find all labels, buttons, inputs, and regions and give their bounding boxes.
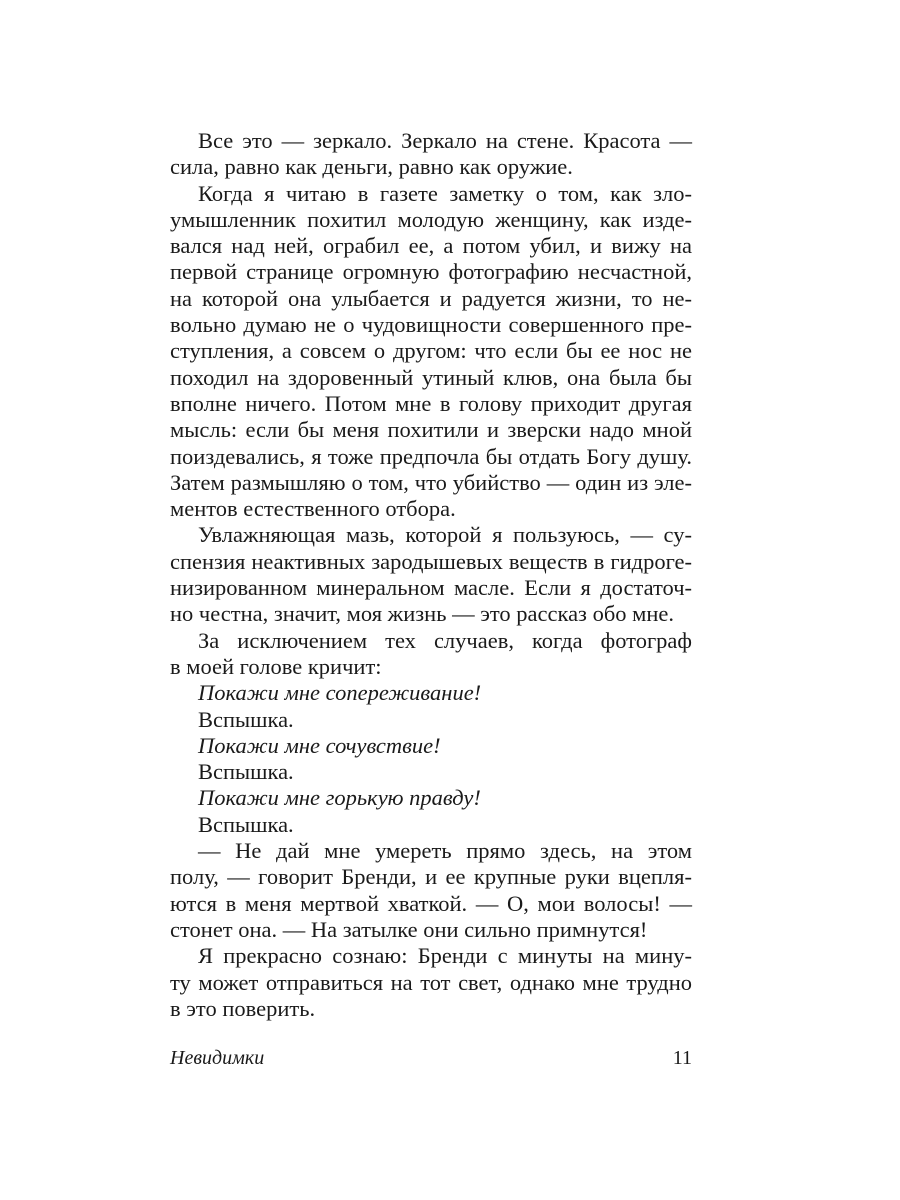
page-number: 11 [672,1047,692,1069]
paragraph [170,628,692,681]
text-line: умышленник похитил молодую женщину, как изде- [170,206,692,232]
text-line: Вспышка. [198,706,294,732]
text-line: вполне ничего. Потом мне в голову приходит другая [170,390,692,416]
paragraph [170,785,692,811]
text-line: ступления, а совсем о другом: что если бы ее нос не [170,338,692,364]
paragraph [170,128,692,181]
text-line: Вспышка. [198,811,294,837]
text-line: — Не дай мне умереть прямо здесь, на этом [198,838,692,864]
text-line: в это поверить. [170,995,316,1021]
text-line: Увлажняющая мазь, которой я пользуюсь, — су- [198,522,692,548]
text-line: ментов естественного отбора. [170,496,456,522]
paragraph [170,812,692,838]
text-line: спензия неактивных зародышевых веществ в гидроге- [170,548,692,574]
text-line: Покажи мне сочувствие! [198,732,441,758]
text-line: вольно думаю не о чудовищности совершенного пре- [170,312,692,338]
text-line: Все это — зеркало. Зеркало на стене. Красота — [198,128,692,153]
text-line: но честна, значит, моя жизнь — это рассказ обо мне. [170,601,675,627]
text-line: Покажи мне сопереживание! [198,680,482,706]
text-line: поиздевались, я тоже предпочла бы отдать Богу душу. [170,443,692,469]
text-line: стонет она. — На затылке они сильно примнутся! [170,916,648,942]
text-line: мысль: если бы меня похитили и зверски надо мной [170,417,692,443]
text-line: низированном минеральном масле. Если я достаточ- [170,575,692,601]
text-line: первой странице огромную фотографию несчастной, [170,259,692,285]
text-line: походил на здоровенный утиный клюв, она была бы [170,364,692,390]
body-text [170,128,692,1022]
text-line: в моей голове кричит: [170,653,382,679]
paragraph [170,707,692,733]
text-line: Затем размышляю о том, что убийство — один из эле- [170,469,692,495]
paragraph [170,680,692,706]
text-line: на которой она улыбается и радуется жизни, то не- [170,285,692,311]
paragraph [170,943,692,1022]
text-line: Покажи мне горькую правду! [198,785,481,811]
paragraph [170,181,692,523]
running-title: Невидимки [170,1047,265,1069]
paragraph [170,838,692,943]
text-line: Я прекрасно сознаю: Бренди с минуты на мину- [198,943,692,969]
paragraph [170,522,692,627]
text-line: Вспышка. [198,759,294,785]
text-line: сила, равно как деньги, равно как оружие. [170,154,573,180]
paragraph [170,733,692,759]
page-footer [170,1045,692,1071]
paragraph [170,759,692,785]
text-line: полу, — говорит Бренди, и ее крупные руки вцепля- [170,864,692,890]
text-line: ются в меня мертвой хваткой. — О, мои волосы! — [170,890,692,916]
text-line: вался над ней, ограбил ее, а потом убил, и вижу на [170,233,692,259]
text-line: Когда я читаю в газете заметку о том, как зло- [198,180,692,206]
text-line: ту может отправиться на тот свет, однако мне трудно [170,969,692,995]
text-line: За исключением тех случаев, когда фотограф [198,627,692,653]
